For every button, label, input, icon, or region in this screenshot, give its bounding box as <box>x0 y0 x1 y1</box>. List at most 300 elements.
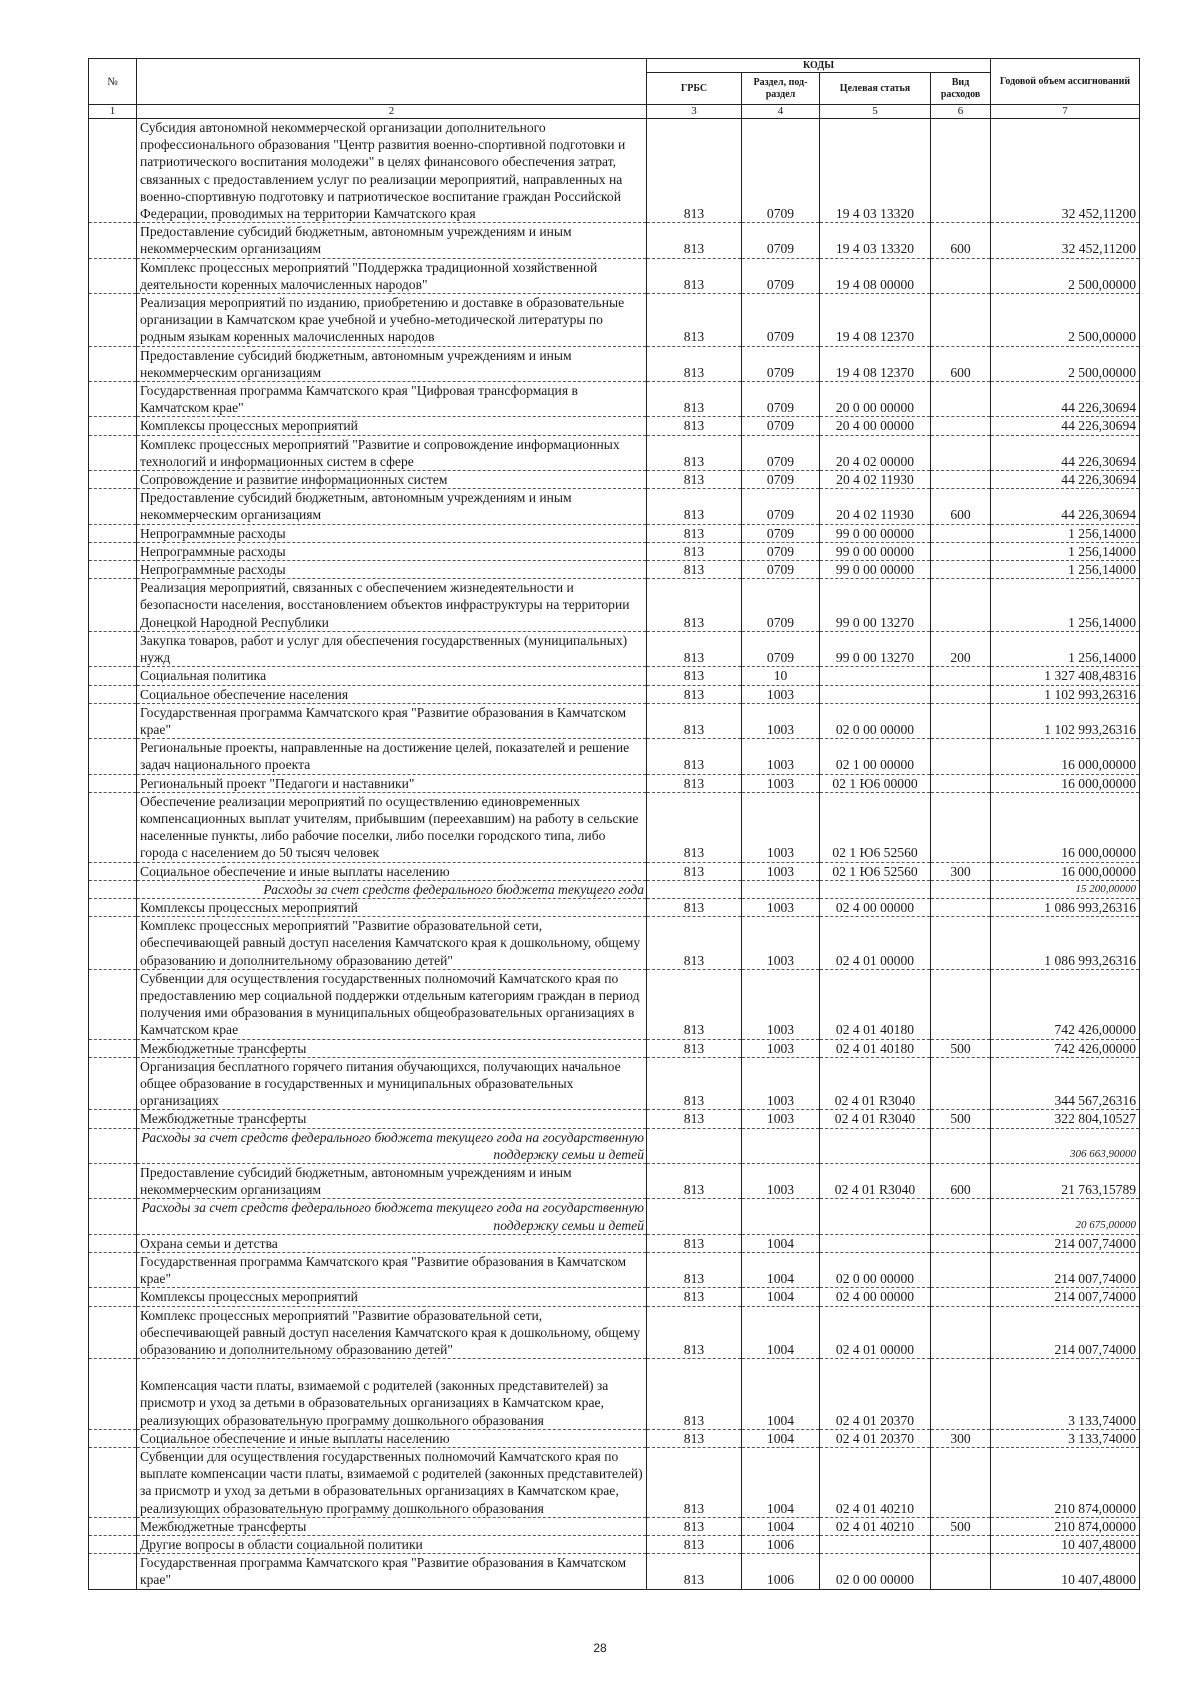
row-article: 99 0 00 13270 <box>820 631 931 666</box>
table-row <box>89 1057 1140 1110</box>
row-grbs: 813 <box>647 542 742 560</box>
table-row <box>89 774 1140 792</box>
row-amount: 10 407,48000 <box>991 1554 1140 1589</box>
header-codes: КОДЫ <box>647 59 991 73</box>
row-grbs: 813 <box>647 917 742 970</box>
row-number <box>89 471 137 489</box>
row-amount: 16 000,00000 <box>991 774 1140 792</box>
table-row <box>89 542 1140 560</box>
budget-sheet <box>88 58 1139 1590</box>
row-name: Обеспечение реализации мероприятий по осуществлению единовременных компенсационных выплат учителям, прибывшим (переехавшим) на работу в сельские населенные пункты, либо рабочие поселки, либо поселки городского типа, либо города с населением до 50 тысяч человек <box>137 792 647 862</box>
row-vid <box>931 917 991 970</box>
row-article <box>820 1199 931 1234</box>
row-article <box>820 1234 931 1252</box>
row-article <box>820 880 931 898</box>
row-razdel: 0709 <box>742 223 820 258</box>
row-article: 20 4 00 00000 <box>820 417 931 435</box>
row-vid <box>931 561 991 579</box>
row-razdel: 1006 <box>742 1554 820 1589</box>
row-number <box>89 417 137 435</box>
table-row <box>89 917 1140 970</box>
row-name: Социальное обеспечение населения <box>137 685 647 703</box>
row-razdel: 0709 <box>742 524 820 542</box>
row-razdel: 0709 <box>742 382 820 417</box>
row-amount: 16 000,00000 <box>991 862 1140 880</box>
row-vid <box>931 685 991 703</box>
row-article: 02 4 01 R3040 <box>820 1163 931 1198</box>
row-name: Предоставление субсидий бюджетным, автономным учреждениям и иным некоммерческим организациям <box>137 489 647 524</box>
row-vid <box>931 667 991 685</box>
row-razdel: 1003 <box>742 1163 820 1198</box>
row-name: Межбюджетные трансферты <box>137 1517 647 1535</box>
row-number <box>89 1306 137 1359</box>
row-amount: 214 007,74000 <box>991 1306 1140 1359</box>
row-name: Комплекс процессных мероприятий "Поддержка традиционной хозяйственной деятельности коренных малочисленных народов" <box>137 258 647 293</box>
row-vid <box>931 1234 991 1252</box>
row-article: 02 4 01 40180 <box>820 1039 931 1057</box>
row-name: Государственная программа Камчатского края "Цифровая трансформация в Камчатском крае" <box>137 382 647 417</box>
row-vid <box>931 703 991 738</box>
row-vid <box>931 579 991 632</box>
row-razdel: 1004 <box>742 1234 820 1252</box>
row-number <box>89 1359 137 1430</box>
column-number: 5 <box>820 105 931 119</box>
row-grbs: 813 <box>647 524 742 542</box>
row-amount: 44 226,30694 <box>991 435 1140 470</box>
row-name: Сопровождение и развитие информационных систем <box>137 471 647 489</box>
row-amount: 20 675,00000 <box>991 1199 1140 1234</box>
table-row <box>89 346 1140 381</box>
table-row <box>89 739 1140 774</box>
row-article: 02 1 Ю6 52560 <box>820 862 931 880</box>
table-row <box>89 685 1140 703</box>
header-razdel: Раздел, под-раздел <box>742 73 820 105</box>
row-number <box>89 667 137 685</box>
row-name: Реализация мероприятий, связанных с обеспечением жизнедеятельности и безопасности населения, восстановлением объектов инфраструктуры на территории Донецкой Народной Республики <box>137 579 647 632</box>
row-article: 20 4 02 11930 <box>820 471 931 489</box>
row-razdel: 1003 <box>742 703 820 738</box>
row-amount: 1 102 993,26316 <box>991 703 1140 738</box>
row-amount: 1 086 993,26316 <box>991 898 1140 916</box>
row-article: 19 4 08 12370 <box>820 346 931 381</box>
table-row <box>89 223 1140 258</box>
row-number <box>89 1517 137 1535</box>
row-razdel: 0709 <box>742 119 820 223</box>
row-grbs <box>647 880 742 898</box>
row-grbs: 813 <box>647 631 742 666</box>
row-razdel: 0709 <box>742 631 820 666</box>
row-name: Субвенции для осуществления государственных полномочий Камчатского края по выплате компенсации части платы, взимаемой с родителей (законных представителей) за присмотр и уход за детьми в образовательных организациях в Камчатском крае, реализующих образовательную программу дошкольного образования <box>137 1448 647 1518</box>
row-vid <box>931 1288 991 1306</box>
row-grbs: 813 <box>647 417 742 435</box>
row-article: 02 4 01 20370 <box>820 1359 931 1430</box>
table-row <box>89 1429 1140 1447</box>
row-name: Межбюджетные трансферты <box>137 1110 647 1128</box>
row-amount: 1 256,14000 <box>991 524 1140 542</box>
row-number <box>89 1057 137 1110</box>
table-row <box>89 579 1140 632</box>
row-vid <box>931 294 991 347</box>
table-row <box>89 1448 1140 1518</box>
row-vid <box>931 435 991 470</box>
row-vid: 300 <box>931 862 991 880</box>
row-name: Расходы за счет средств федерального бюджета текущего года на государственную поддержку семьи и детей <box>137 1128 647 1163</box>
row-article: 02 4 01 40180 <box>820 969 931 1039</box>
row-vid: 600 <box>931 1163 991 1198</box>
row-grbs: 813 <box>647 1288 742 1306</box>
table-row <box>89 1253 1140 1288</box>
row-vid <box>931 969 991 1039</box>
row-razdel: 1003 <box>742 1110 820 1128</box>
row-grbs: 813 <box>647 1517 742 1535</box>
row-razdel <box>742 1199 820 1234</box>
row-vid: 200 <box>931 631 991 666</box>
row-number <box>89 774 137 792</box>
row-grbs: 813 <box>647 667 742 685</box>
table-row-note <box>89 880 1140 898</box>
row-vid <box>931 880 991 898</box>
row-vid <box>931 382 991 417</box>
table-row <box>89 524 1140 542</box>
table-row <box>89 631 1140 666</box>
row-amount: 3 133,74000 <box>991 1429 1140 1447</box>
row-article: 20 4 02 00000 <box>820 435 931 470</box>
row-number <box>89 1554 137 1589</box>
row-number <box>89 346 137 381</box>
row-name: Субвенции для осуществления государственных полномочий Камчатского края по предоставлению мер социальной поддержки отдельным категориям граждан в период получения ими образования в муниципальных общеобразовательных организациях в Камчатском крае <box>137 969 647 1039</box>
row-vid <box>931 1359 991 1430</box>
row-grbs: 813 <box>647 774 742 792</box>
row-grbs: 813 <box>647 898 742 916</box>
row-number <box>89 792 137 862</box>
row-article <box>820 667 931 685</box>
row-number <box>89 969 137 1039</box>
table-row-note <box>89 1128 1140 1163</box>
column-number: 7 <box>991 105 1140 119</box>
row-grbs: 813 <box>647 346 742 381</box>
row-razdel: 0709 <box>742 542 820 560</box>
table-row <box>89 703 1140 738</box>
header-num: № <box>89 59 137 105</box>
row-grbs: 813 <box>647 294 742 347</box>
row-razdel: 1003 <box>742 862 820 880</box>
row-name: Комплексы процессных мероприятий <box>137 898 647 916</box>
row-number <box>89 1110 137 1128</box>
row-number <box>89 223 137 258</box>
row-name: Социальное обеспечение и иные выплаты населению <box>137 862 647 880</box>
row-razdel: 1004 <box>742 1306 820 1359</box>
row-vid <box>931 1199 991 1234</box>
row-article: 02 4 01 R3040 <box>820 1057 931 1110</box>
row-razdel: 0709 <box>742 258 820 293</box>
row-razdel: 0709 <box>742 489 820 524</box>
row-name: Непрограммные расходы <box>137 524 647 542</box>
row-number <box>89 703 137 738</box>
row-amount: 16 000,00000 <box>991 792 1140 862</box>
row-grbs: 813 <box>647 1110 742 1128</box>
row-grbs: 813 <box>647 489 742 524</box>
row-article: 02 0 00 00000 <box>820 1253 931 1288</box>
row-vid <box>931 739 991 774</box>
row-razdel: 0709 <box>742 435 820 470</box>
row-grbs: 813 <box>647 1039 742 1057</box>
row-number <box>89 435 137 470</box>
row-razdel: 0709 <box>742 579 820 632</box>
row-name: Комплекс процессных мероприятий "Развитие образовательной сети, обеспечивающей равный доступ населения Камчатского края к дошкольному, общему образованию и дополнительному образованию детей" <box>137 1306 647 1359</box>
row-grbs: 813 <box>647 1057 742 1110</box>
row-number <box>89 489 137 524</box>
header-vid: Вид расходов <box>931 73 991 105</box>
row-grbs: 813 <box>647 739 742 774</box>
row-number <box>89 119 137 223</box>
row-vid: 500 <box>931 1110 991 1128</box>
table-row <box>89 792 1140 862</box>
column-number: 6 <box>931 105 991 119</box>
table-row <box>89 435 1140 470</box>
row-article: 02 1 00 00000 <box>820 739 931 774</box>
row-name: Комплексы процессных мероприятий <box>137 1288 647 1306</box>
row-number <box>89 862 137 880</box>
row-amount: 1 256,14000 <box>991 542 1140 560</box>
row-razdel: 1004 <box>742 1448 820 1518</box>
row-name: Социальное обеспечение и иные выплаты населению <box>137 1429 647 1447</box>
row-vid <box>931 792 991 862</box>
row-amount: 44 226,30694 <box>991 471 1140 489</box>
row-article <box>820 1536 931 1554</box>
row-name: Государственная программа Камчатского края "Развитие образования в Камчатском крае" <box>137 1554 647 1589</box>
row-vid <box>931 1253 991 1288</box>
row-grbs: 813 <box>647 119 742 223</box>
row-article: 99 0 00 00000 <box>820 542 931 560</box>
column-number-row <box>89 105 1140 119</box>
row-razdel: 0709 <box>742 561 820 579</box>
table-row <box>89 561 1140 579</box>
row-name: Непрограммные расходы <box>137 542 647 560</box>
row-number <box>89 294 137 347</box>
row-vid: 600 <box>931 223 991 258</box>
row-number <box>89 898 137 916</box>
row-amount: 3 133,74000 <box>991 1359 1140 1430</box>
row-article: 02 0 00 00000 <box>820 1554 931 1589</box>
row-razdel: 1003 <box>742 792 820 862</box>
row-article: 02 4 01 R3040 <box>820 1110 931 1128</box>
row-amount: 210 874,00000 <box>991 1517 1140 1535</box>
row-amount: 44 226,30694 <box>991 489 1140 524</box>
row-article: 20 0 00 00000 <box>820 382 931 417</box>
row-grbs: 813 <box>647 382 742 417</box>
row-vid: 600 <box>931 489 991 524</box>
row-article: 02 4 01 00000 <box>820 917 931 970</box>
row-amount: 10 407,48000 <box>991 1536 1140 1554</box>
row-vid <box>931 258 991 293</box>
row-article <box>820 1128 931 1163</box>
row-amount: 742 426,00000 <box>991 969 1140 1039</box>
row-vid: 500 <box>931 1517 991 1535</box>
row-amount: 2 500,00000 <box>991 294 1140 347</box>
row-grbs: 813 <box>647 1554 742 1589</box>
table-row <box>89 258 1140 293</box>
row-amount: 32 452,11200 <box>991 119 1140 223</box>
row-article: 19 4 03 13320 <box>820 119 931 223</box>
row-grbs <box>647 1128 742 1163</box>
row-number <box>89 631 137 666</box>
row-name: Расходы за счет средств федерального бюджета текущего года <box>137 880 647 898</box>
row-vid <box>931 524 991 542</box>
table-row <box>89 489 1140 524</box>
row-grbs: 813 <box>647 1163 742 1198</box>
row-number <box>89 1163 137 1198</box>
table-row <box>89 1359 1140 1430</box>
row-amount: 306 663,90000 <box>991 1128 1140 1163</box>
row-number <box>89 685 137 703</box>
row-razdel: 0709 <box>742 417 820 435</box>
table-row <box>89 294 1140 347</box>
row-amount: 21 763,15789 <box>991 1163 1140 1198</box>
row-razdel: 1004 <box>742 1288 820 1306</box>
row-name: Государственная программа Камчатского края "Развитие образования в Камчатском крае" <box>137 703 647 738</box>
row-razdel: 10 <box>742 667 820 685</box>
row-razdel: 1003 <box>742 685 820 703</box>
row-vid: 500 <box>931 1039 991 1057</box>
row-vid <box>931 1554 991 1589</box>
row-razdel: 0709 <box>742 471 820 489</box>
row-amount: 15 200,00000 <box>991 880 1140 898</box>
row-article: 02 4 01 40210 <box>820 1517 931 1535</box>
row-amount: 1 256,14000 <box>991 561 1140 579</box>
row-number <box>89 917 137 970</box>
row-amount: 214 007,74000 <box>991 1288 1140 1306</box>
row-grbs: 813 <box>647 703 742 738</box>
row-name: Предоставление субсидий бюджетным, автономным учреждениям и иным некоммерческим организациям <box>137 1163 647 1198</box>
table-row <box>89 471 1140 489</box>
row-amount: 44 226,30694 <box>991 382 1140 417</box>
row-grbs: 813 <box>647 258 742 293</box>
row-name: Комплекс процессных мероприятий "Развитие образовательной сети, обеспечивающей равный доступ населения Камчатского края к дошкольному, общему образованию и дополнительному образованию детей" <box>137 917 647 970</box>
row-article: 20 4 02 11930 <box>820 489 931 524</box>
row-number <box>89 1288 137 1306</box>
row-amount: 2 500,00000 <box>991 258 1140 293</box>
row-amount: 44 226,30694 <box>991 417 1140 435</box>
table-row <box>89 119 1140 223</box>
row-name: Закупка товаров, работ и услуг для обеспечения государственных (муниципальных) нужд <box>137 631 647 666</box>
row-number <box>89 1448 137 1518</box>
row-amount: 1 086 993,26316 <box>991 917 1140 970</box>
row-grbs: 813 <box>647 969 742 1039</box>
table-row <box>89 1306 1140 1359</box>
row-razdel: 1004 <box>742 1359 820 1430</box>
row-number <box>89 739 137 774</box>
row-number <box>89 561 137 579</box>
row-razdel: 1006 <box>742 1536 820 1554</box>
row-number <box>89 1536 137 1554</box>
row-name: Реализация мероприятий по изданию, приобретению и доставке в образовательные организации в Камчатском крае учебной и учебно-методической литературы по родным языкам коренных малочисленных народов <box>137 294 647 347</box>
table-row <box>89 1163 1140 1198</box>
row-number <box>89 542 137 560</box>
row-razdel: 1003 <box>742 917 820 970</box>
row-grbs: 813 <box>647 471 742 489</box>
row-grbs: 813 <box>647 1306 742 1359</box>
row-vid <box>931 471 991 489</box>
header-grbs: ГРБС <box>647 73 742 105</box>
table-row <box>89 1039 1140 1057</box>
row-number <box>89 579 137 632</box>
row-vid <box>931 542 991 560</box>
row-number <box>89 880 137 898</box>
row-name: Межбюджетные трансферты <box>137 1039 647 1057</box>
row-amount: 214 007,74000 <box>991 1234 1140 1252</box>
table-row <box>89 667 1140 685</box>
row-number <box>89 1234 137 1252</box>
row-amount: 1 327 408,48316 <box>991 667 1140 685</box>
row-razdel: 1004 <box>742 1429 820 1447</box>
row-grbs: 813 <box>647 862 742 880</box>
row-amount: 1 102 993,26316 <box>991 685 1140 703</box>
row-article <box>820 685 931 703</box>
row-vid <box>931 1448 991 1518</box>
row-razdel: 1003 <box>742 774 820 792</box>
row-vid <box>931 119 991 223</box>
row-amount: 210 874,00000 <box>991 1448 1140 1518</box>
row-article: 02 4 01 00000 <box>820 1306 931 1359</box>
row-article: 02 0 00 00000 <box>820 703 931 738</box>
table-row <box>89 1554 1140 1589</box>
row-name: Социальная политика <box>137 667 647 685</box>
table-row <box>89 862 1140 880</box>
row-razdel: 1003 <box>742 1057 820 1110</box>
row-vid <box>931 774 991 792</box>
row-amount: 742 426,00000 <box>991 1039 1140 1057</box>
row-amount: 2 500,00000 <box>991 346 1140 381</box>
table-row <box>89 417 1140 435</box>
row-razdel: 1004 <box>742 1253 820 1288</box>
row-grbs: 813 <box>647 223 742 258</box>
row-razdel: 1003 <box>742 969 820 1039</box>
row-razdel: 0709 <box>742 346 820 381</box>
table-header <box>89 59 1140 105</box>
row-article: 99 0 00 00000 <box>820 524 931 542</box>
table-body <box>89 105 1140 1590</box>
column-number: 4 <box>742 105 820 119</box>
table-row <box>89 898 1140 916</box>
row-razdel <box>742 880 820 898</box>
row-name: Организация бесплатного горячего питания обучающихся, получающих начальное общее образование в государственных и муниципальных образовательных организациях <box>137 1057 647 1110</box>
column-number: 2 <box>137 105 647 119</box>
row-article: 02 4 00 00000 <box>820 1288 931 1306</box>
row-vid: 600 <box>931 346 991 381</box>
row-amount: 344 567,26316 <box>991 1057 1140 1110</box>
row-grbs: 813 <box>647 435 742 470</box>
table-row <box>89 382 1140 417</box>
row-article: 19 4 08 00000 <box>820 258 931 293</box>
row-grbs: 813 <box>647 561 742 579</box>
column-number: 1 <box>89 105 137 119</box>
column-number: 3 <box>647 105 742 119</box>
row-name: Региональный проект "Педагоги и наставники" <box>137 774 647 792</box>
row-grbs: 813 <box>647 1253 742 1288</box>
row-vid <box>931 1057 991 1110</box>
row-grbs: 813 <box>647 685 742 703</box>
row-vid <box>931 417 991 435</box>
row-name: Другие вопросы в области социальной политики <box>137 1536 647 1554</box>
header-article: Целевая статья <box>820 73 931 105</box>
page-number: 28 <box>593 1641 607 1655</box>
row-article: 19 4 08 12370 <box>820 294 931 347</box>
row-article: 02 4 01 40210 <box>820 1448 931 1518</box>
table-row <box>89 1288 1140 1306</box>
row-vid <box>931 898 991 916</box>
table-row <box>89 1110 1140 1128</box>
header-amount: Годовой объем ассигнований <box>991 59 1140 105</box>
